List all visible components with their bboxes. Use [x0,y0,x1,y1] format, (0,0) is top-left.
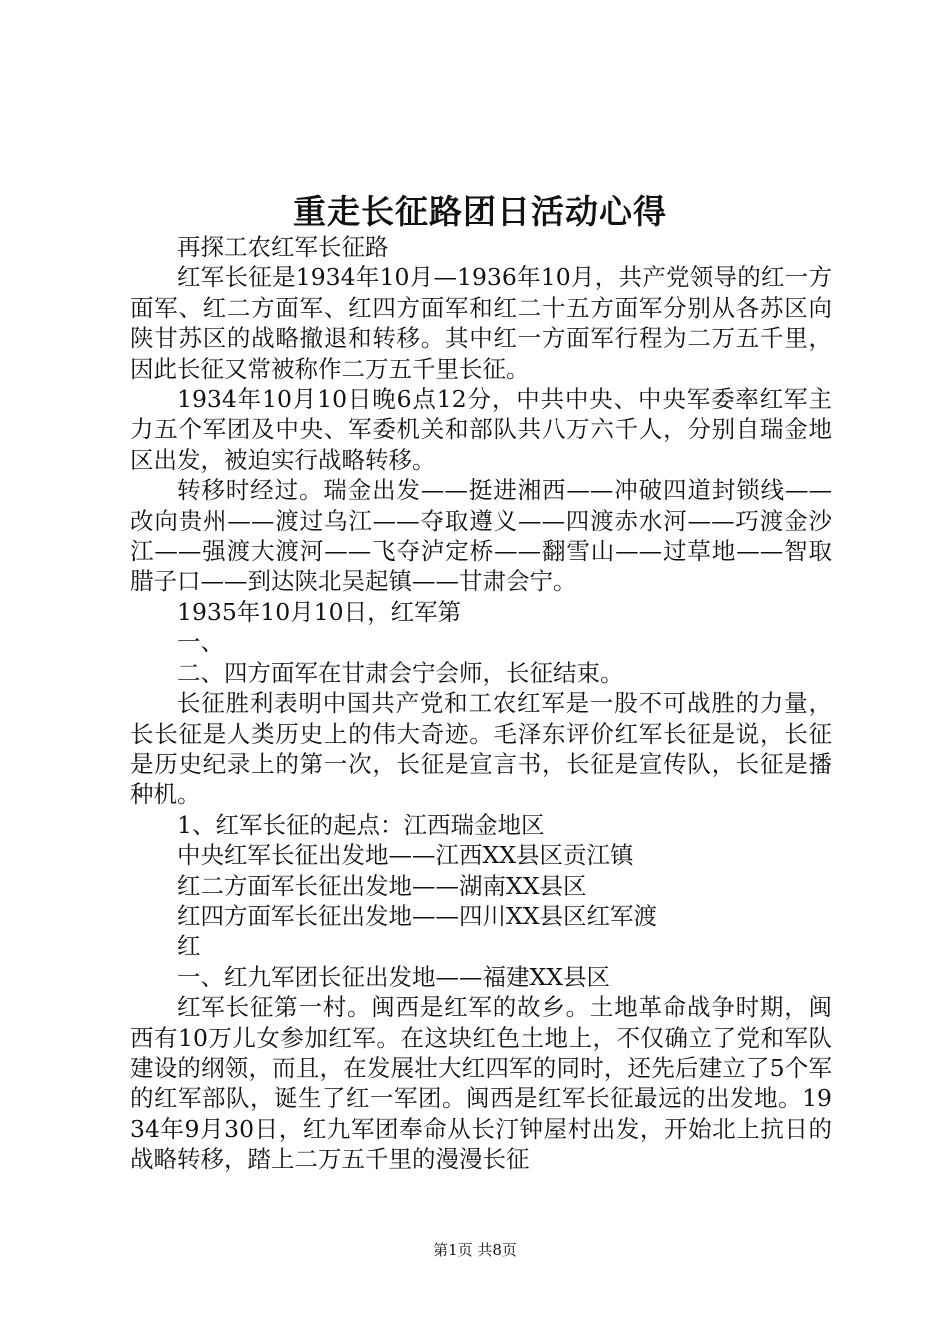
paragraph: 再探工农红军长征路 [177,233,389,261]
paragraph: 1、红军长征的起点：江西瑞金地区 [177,810,545,839]
paragraph: 中央红军长征出发地——江西XX县区贡江镇 [177,841,634,870]
paragraph: 1934年10月10日晚6点12分，中共中央、中央军委率红军主力五个军团及中央、军委机关和部队共八万六千人，分别自瑞金地区出发，被迫实行战略转移。 [130,385,832,474]
paragraph: 红四方面军长征出发地——四川XX县区红军渡 [177,901,657,930]
paragraph: 红军长征第一村。闽西是红军的故乡。土地革命战争时期，闽西有10万儿女参加红军。在这块红色土地上，不仅确立了党和军队建设的纲领，而且，在发展壮大红四军的同时，还先后建立了5个军的红军部队，诞生了红一军团。闽西是红军长征最远的出发地。1934年9月30日，红九军团奉命从长汀钟屋村出发，开始北上抗日的战略转移，踏上二万五千里的漫漫长征 [130,993,832,1174]
document-body [130,232,832,1175]
paragraph: 长征胜利表明中国共产党和工农红军是一股不可战胜的力量，长长征是人类历史上的伟大奇迹。毛泽东评价红军长征是说，长征是历史纪录上的第一次，长征是宣言书，长征是宣传队，长征是播种机。 [130,689,832,809]
paragraph: 一、 [177,628,224,657]
paragraph: 二、四方面军在甘肃会宁会师，长征结束。 [177,658,624,687]
page-number-footer: 第1页 共8页 [433,1241,517,1259]
document-title: 重走长征路团日活动心得 [293,192,667,231]
paragraph: 转移时经过。瑞金出发——挺进湘西——冲破四道封锁线——改向贵州——渡过乌江——夺取遵义——四渡赤水河——巧渡金沙江——强渡大渡河——飞夺泸定桥——翻雪山——过草地——智取腊子口——到达陕北吴起镇——甘肃会宁。 [130,476,832,596]
paragraph: 一、红九军团长征出发地——福建XX县区 [177,962,610,991]
paragraph: 红二方面军长征出发地——湖南XX县区 [177,871,587,900]
paragraph: 红军长征是1934年10月—1936年10月，共产党领导的红一方面军、红二方面军、红四方面军和红二十五方面军分别从各苏区向陕甘苏区的战略撤退和转移。其中红一方面军行程为二万五千里，因此长征又常被称作二万五千里长征。 [130,263,832,383]
paragraph: 1935年10月10日，红军第 [177,597,462,626]
paragraph: 红 [177,932,201,961]
